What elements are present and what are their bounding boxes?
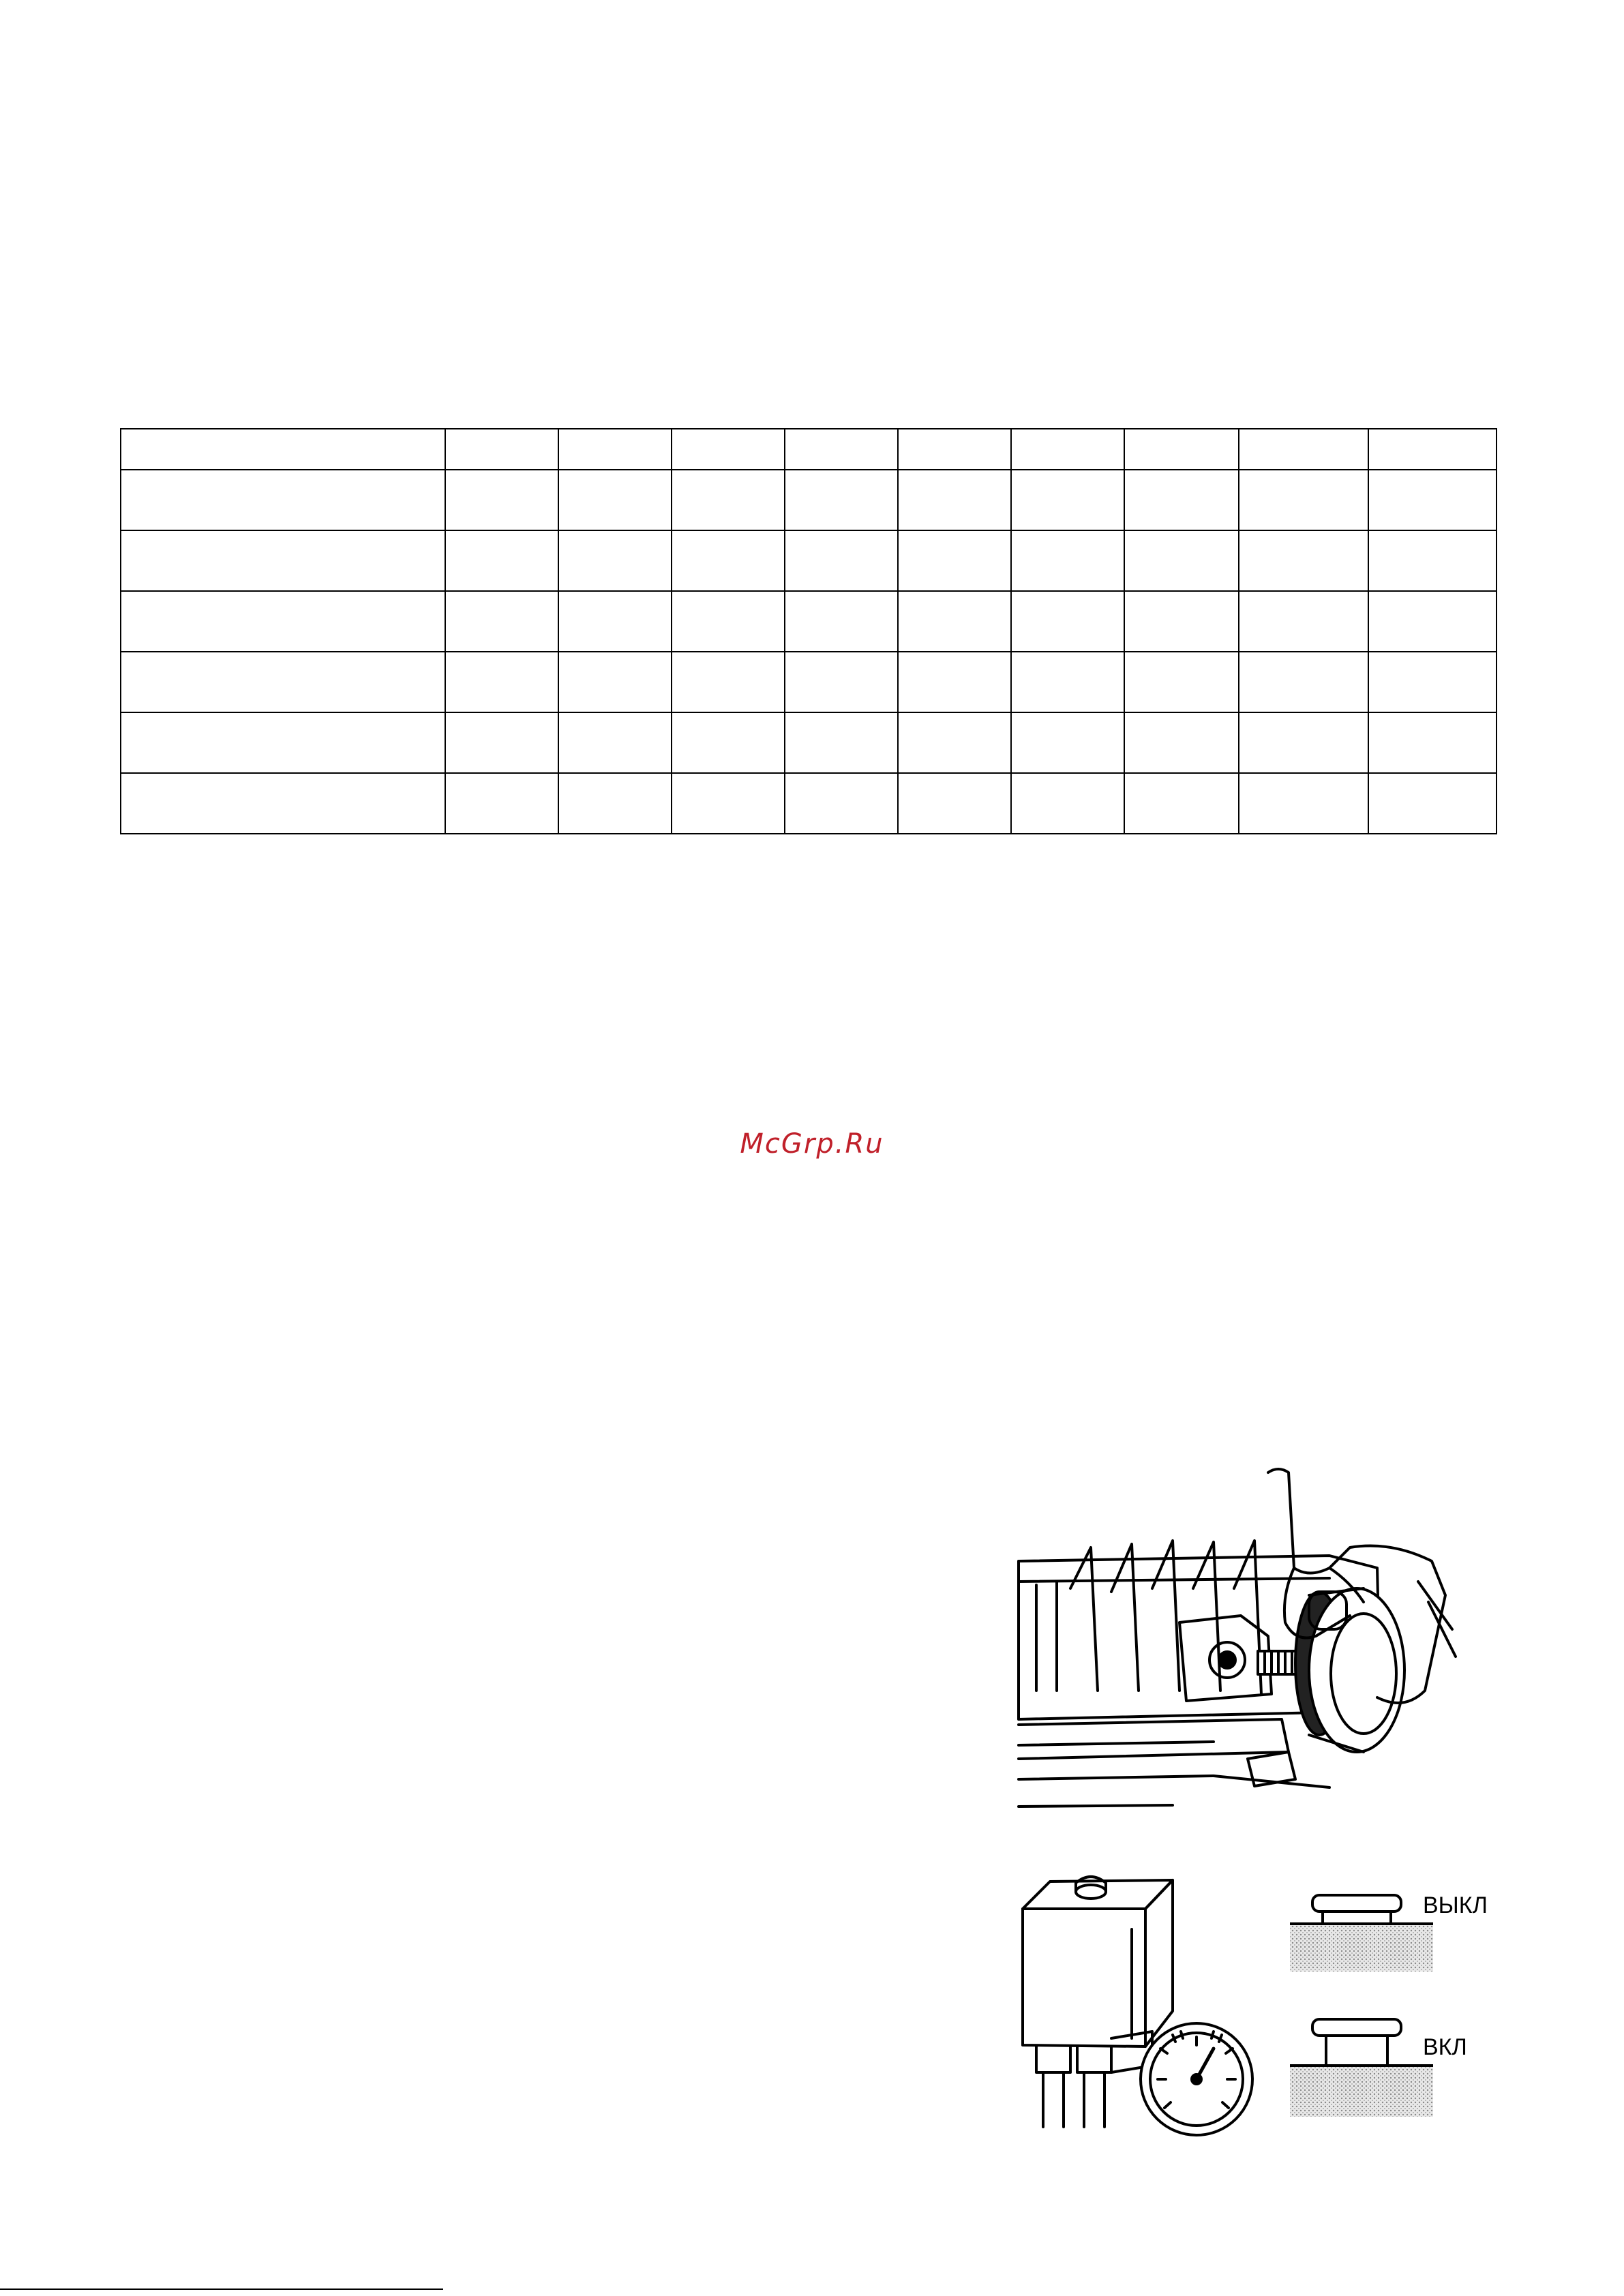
table-cell [121, 470, 445, 530]
table-row [121, 773, 1497, 834]
table-row [121, 470, 1497, 530]
table-cell [672, 591, 785, 652]
table-cell [1011, 712, 1124, 773]
switch-on-label: ВКЛ [1423, 2034, 1467, 2060]
footer-rule [0, 2289, 443, 2290]
table-cell [898, 652, 1011, 712]
table-cell [785, 712, 898, 773]
table-cell [121, 773, 445, 834]
table-cell [672, 530, 785, 591]
table-cell [445, 470, 558, 530]
table-cell [1239, 773, 1368, 834]
table-cell [1368, 652, 1497, 712]
table-cell [785, 470, 898, 530]
table-cell [121, 591, 445, 652]
switch-off-label: ВЫКЛ [1423, 1892, 1488, 1918]
table-cell [1011, 429, 1124, 470]
table-cell [898, 429, 1011, 470]
table-cell [1011, 530, 1124, 591]
table-cell [1124, 712, 1239, 773]
table-cell [558, 712, 672, 773]
table-cell [558, 773, 672, 834]
table-cell [898, 591, 1011, 652]
table-cell [445, 429, 558, 470]
table-cell [1124, 591, 1239, 652]
specification-table [120, 428, 1497, 834]
table-cell [1124, 470, 1239, 530]
table-cell [1368, 773, 1497, 834]
table-cell [1368, 429, 1497, 470]
table-cell [785, 591, 898, 652]
table-cell [1368, 712, 1497, 773]
table-cell [1368, 591, 1497, 652]
table-cell [785, 530, 898, 591]
watermark: McGrp.Ru [740, 1128, 884, 1160]
table-cell [1239, 470, 1368, 530]
table-cell [558, 470, 672, 530]
table-cell [785, 429, 898, 470]
table-cell [1011, 773, 1124, 834]
table-cell [1239, 591, 1368, 652]
table-cell [445, 591, 558, 652]
table-cell [1239, 652, 1368, 712]
table-cell [121, 712, 445, 773]
table-cell [785, 773, 898, 834]
table-cell [558, 429, 672, 470]
table-cell [445, 773, 558, 834]
table-cell [1124, 530, 1239, 591]
table-cell [672, 712, 785, 773]
table-cell [1124, 773, 1239, 834]
table-row [121, 652, 1497, 712]
table-cell [898, 773, 1011, 834]
table-cell [785, 652, 898, 712]
table-cell [1239, 530, 1368, 591]
table-cell [898, 470, 1011, 530]
table-cell [121, 652, 445, 712]
table-cell [1011, 591, 1124, 652]
table-cell [121, 429, 445, 470]
table-cell [672, 429, 785, 470]
table-cell [1239, 712, 1368, 773]
table-cell [1368, 530, 1497, 591]
table-cell [1368, 470, 1497, 530]
table-cell [898, 712, 1011, 773]
table-cell [558, 530, 672, 591]
table-row [121, 591, 1497, 652]
table-cell [558, 591, 672, 652]
table-row [121, 712, 1497, 773]
table-cell [1011, 470, 1124, 530]
table-cell [445, 530, 558, 591]
table-cell [558, 652, 672, 712]
table-cell [121, 530, 445, 591]
table-cell [672, 470, 785, 530]
table-row [121, 429, 1497, 470]
table-cell [898, 530, 1011, 591]
table-cell [1239, 429, 1368, 470]
table-cell [1124, 429, 1239, 470]
table-cell [445, 712, 558, 773]
air-filter-illustration [1009, 1466, 1459, 1834]
table-row [121, 530, 1497, 591]
table-cell [445, 652, 558, 712]
table-cell [672, 773, 785, 834]
table-cell [1011, 652, 1124, 712]
table-cell [1124, 652, 1239, 712]
table-cell [672, 652, 785, 712]
